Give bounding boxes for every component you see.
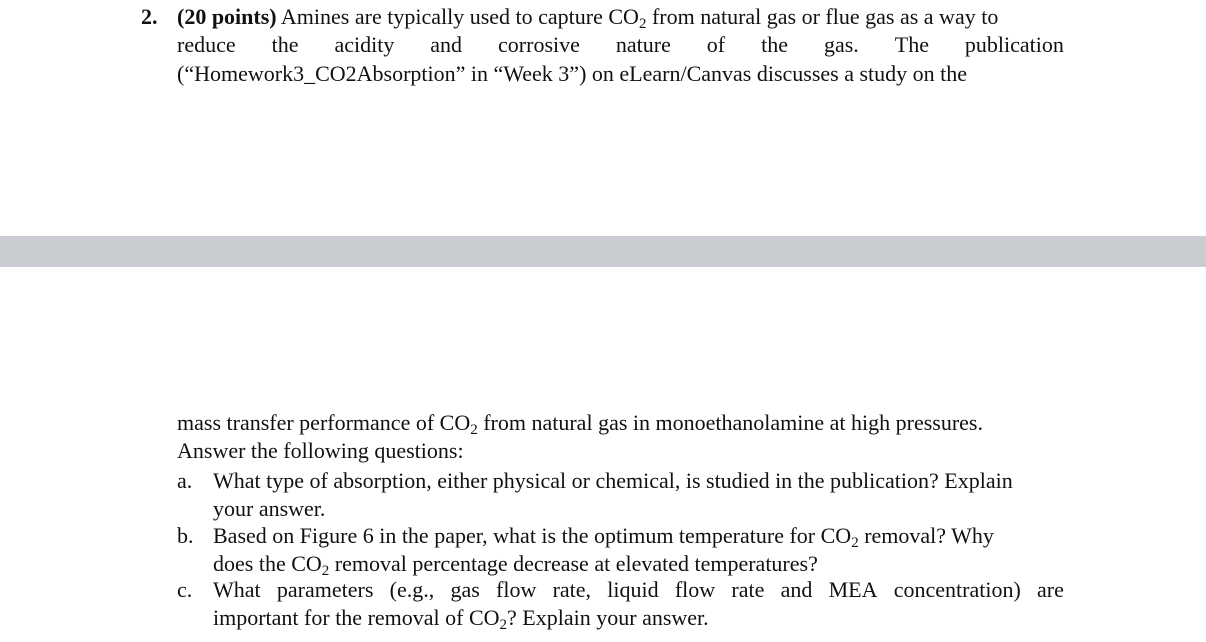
item-c-text (213, 576, 1064, 632)
question-line-5 (177, 437, 464, 465)
question-line-2-word: gas. (823, 32, 859, 57)
item-b-line-2-text-a: does the CO (213, 551, 322, 576)
item-b-letter (177, 522, 194, 550)
question-line-2 (177, 31, 1064, 59)
item-c-line-1-word: rate, (552, 577, 592, 602)
item-c-letter (177, 576, 192, 604)
item-c-line-1-word: MEA (828, 577, 878, 602)
item-c-line-1-word: flow (496, 577, 537, 602)
question-line-4-text-b: from natural gas in monoethanolamine at high pressures. (483, 410, 983, 435)
subscript-2: 2 (321, 563, 330, 579)
subscript-2: 2 (851, 535, 859, 551)
question-line-2-word: nature (615, 32, 671, 57)
question-number (141, 3, 158, 31)
item-b-letter-text: b. (177, 523, 194, 548)
item-c-line-1-word: and (780, 577, 813, 602)
question-line-2-word: the (761, 32, 788, 57)
question-line-1-text-b: from natural gas or flue gas as a way to (651, 4, 999, 29)
item-b-line-2-text-b: removal percentage decrease at elevated temperatures? (334, 551, 818, 576)
question-line-2-word: publication (964, 32, 1064, 57)
item-b-line-2 (213, 550, 1064, 578)
subscript-2: 2 (499, 617, 508, 633)
item-a-letter (177, 467, 192, 495)
item-a-line-1: What type of absorption, either physical or chemical, is studied in the publication? Explain (213, 468, 1013, 493)
item-c-line-2-text-a: important for the removal of CO (213, 605, 500, 630)
item-a-line-2: your answer. (213, 496, 326, 521)
question-line-2-word: of (706, 32, 726, 57)
question-line-2-word: reduce (177, 32, 236, 57)
question-line-4-text-a: mass transfer performance of CO (177, 410, 471, 435)
question-line-1-text-a: Amines are typically used to capture CO (280, 4, 639, 29)
item-c-line-1-word: parameters (276, 577, 374, 602)
question-line-2-word: acidity (334, 32, 395, 57)
item-b-text (213, 522, 1064, 578)
question-line-3-text: (“Homework3_CO2Absorption” in “Week 3”) on eLearn/Canvas discusses a study on the (177, 61, 968, 86)
question-line-4 (177, 409, 983, 437)
item-c-line-2 (213, 604, 1064, 632)
item-c-letter-text: c. (177, 577, 193, 602)
question-line-2-word: The (894, 32, 929, 57)
question-number-text: 2. (141, 4, 158, 29)
subscript-2: 2 (470, 422, 478, 438)
item-c-line-1 (213, 576, 1064, 604)
page-break-band (0, 236, 1206, 267)
question-line-2-word: the (271, 32, 299, 57)
question-line-5-text: Answer the following questions: (177, 438, 464, 463)
item-b-line-1 (213, 522, 1064, 550)
item-c-line-1-word: (e.g., (389, 577, 435, 602)
item-a-letter-text: a. (177, 468, 193, 493)
question-line-2-word: corrosive (498, 32, 580, 57)
question-line-3 (177, 60, 967, 88)
item-c-line-2-text-b: ? Explain your answer. (507, 605, 709, 630)
question-points: (20 points) (177, 4, 277, 29)
item-c-line-1-word: What (213, 577, 261, 602)
item-c-line-1-word: are (1037, 577, 1064, 602)
item-c-line-1-word: liquid (607, 577, 659, 602)
item-c-line-1-word: flow (674, 577, 716, 602)
question-line-1 (177, 3, 998, 31)
question-line-2-word: and (430, 32, 463, 57)
item-b-line-1-text-b: removal? Why (864, 523, 994, 548)
subscript-2: 2 (638, 16, 647, 32)
item-a-text (213, 467, 1064, 523)
item-c-line-1-word: gas (450, 577, 480, 602)
item-c-line-1-word: rate (731, 577, 765, 602)
item-b-line-1-text-a: Based on Figure 6 in the paper, what is the optimum temperature for CO (213, 523, 852, 548)
item-c-line-1-word: concentration) (893, 577, 1021, 602)
